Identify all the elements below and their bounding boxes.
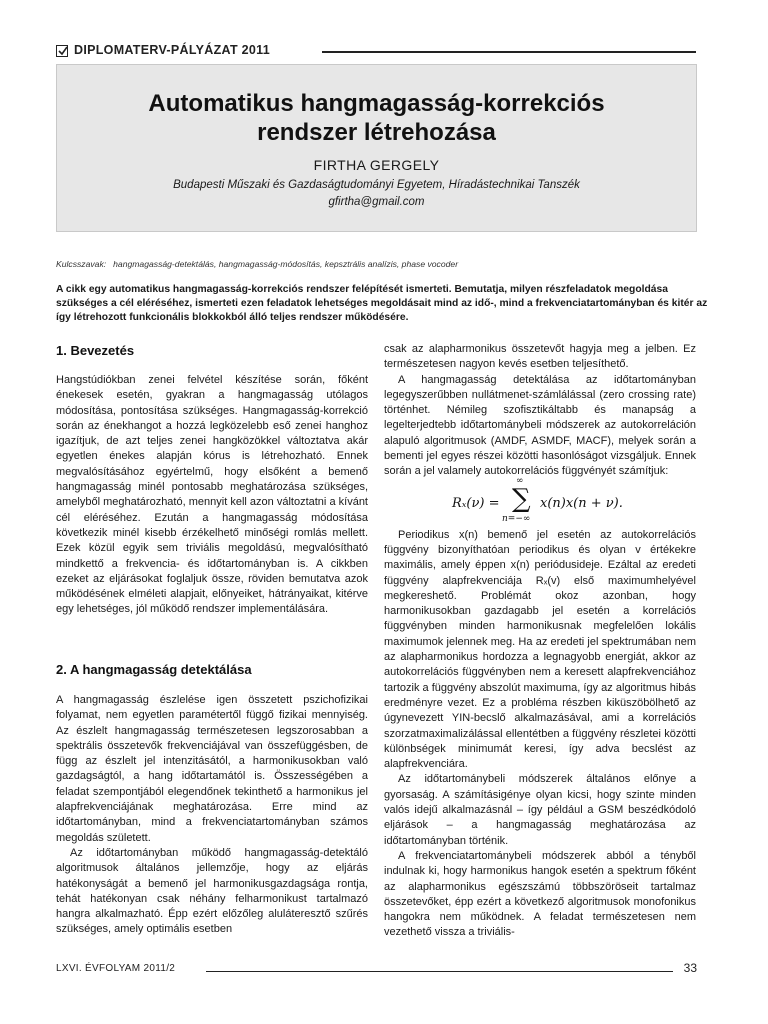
paragraph: Periodikus x(n) bemenő jel esetén az autokorrelációs függvény bizonyíthatóan periodikus és olyan v értékekre maximális, amely éppen x(n) periódusideje. Ezáltal az eredeti függvény alapfrekvenciája Rₓ(v) első maximumhelyével megkereshető. Problémát okoz azonban, hogy harmonikusokban gazdagabb jel esetén a korrelációs függvényben minden harmonikusnak megfelelően lokális maximumok jelennek meg. Ha az eredeti jel spektrumában nem az alapharmonikus hordozza a legnagyobb energiát, akkor az autokorrelációs függvényben nem a keresett alapfrekvenciához tartozik a függvény abszolút maximuma, így az algoritmus hibás eredményre vezet. Ez a probléma részben kiküszöbölhető az úgynevezett YIN-becslő alkalmazásával, ami a korrelációs szorzatmaximalizálással ellentétben a függvény részletei közötti különbségek minimumát keresi, így adva becslést az alapfrekvenciára. bbox=[384, 528, 696, 771]
title-box bbox=[56, 64, 697, 232]
footer-rule bbox=[206, 971, 673, 972]
author-affiliation: Budapesti Műszaki és Gazdaságtudományi Egyetem, Híradástechnikai Tanszék bbox=[173, 179, 580, 191]
formula-lower-limit: n=−∞ bbox=[502, 513, 531, 524]
formula-upper-limit: ∞ bbox=[516, 475, 524, 486]
autocorrelation-formula bbox=[384, 475, 696, 528]
paragraph: A frekvenciatartománybeli módszerek abból a tényből indulnak ki, hogy harmonikus hangok esetén a spektrum főként az alapharmonikus egészszámú többszöröseit tartalmaz összetevőket, épp ezért a következő algoritmusok monofonikus hangokra nem működnek. A feladat természetesen nem vezethető vissza a triviális- bbox=[384, 849, 696, 939]
formula-lhs: Rₓ(ν) = bbox=[452, 495, 500, 511]
article-title bbox=[57, 89, 696, 147]
keywords-text: hangmagasság-detektálás, hangmagasság-módosítás, kepsztrális analízis, phase vocoder bbox=[113, 259, 459, 269]
running-head bbox=[56, 44, 696, 60]
abstract: A cikk egy automatikus hangmagasság-korrekciós rendszer felépítését ismerteti. Bemutatja, milyen részfeladatok megoldása szükséges a cél eléréséhez, ismerteti ezen feladatok lehetséges megoldásait mind az idő-, mind a frekvenciatartományban és kitér az így létrehozott funkcionális blokkokból álló teljes rendszer működésére. bbox=[56, 284, 708, 323]
left-column-intro bbox=[56, 373, 368, 618]
section-heading-pitch-detection: 2. A hangmagasság detektálása bbox=[56, 662, 252, 677]
sigma-icon: ∑ bbox=[512, 483, 531, 514]
running-head-label: DIPLOMATERV-PÁLYÁZAT 2011 bbox=[74, 43, 270, 57]
paragraph: Az időtartományban működő hangmagasság-detektáló algoritmusok általános jellemzője, hogy az eljárás hatékonyságát a bemenő jel harmonikusgazdagsága rontja, tehát hatékonyan csak néhány felharmonikust tartalmazó hangra alkalmazható. Épp ezért előzőleg aluláteresztő szűrés szükséges, amely optimális esetben bbox=[56, 846, 368, 936]
author-name: FIRTHA GERGELY bbox=[313, 157, 440, 173]
formula-rhs: x(n)x(n + ν). bbox=[540, 495, 623, 511]
author-email: gfirtha@gmail.com bbox=[328, 196, 425, 208]
page-footer bbox=[56, 963, 697, 979]
right-column bbox=[384, 342, 696, 941]
paragraph: A hangmagasság észlelése igen összetett pszichofizikai folyamat, nem egyetlen paramétertől függő fizikai mennyiség. Az észlelt hangmagasság természetesen legszorosabban a spektrális összetevők frekvenciájával van összefüggésben, de függ az észlelt jel intenzitásától, a harmonikusokban való gazdagságtól, a hang időtartamától is. Összességében a feladat szempontjából elegendőnek tekinthető a harmonikus jel alapfrekvenciájának meghatározása. Erre mind az időtartományban, mind a frekvenciatartományban számos megoldás született. bbox=[56, 694, 368, 844]
keywords bbox=[56, 259, 706, 269]
journal-volume: LXVI. ÉVFOLYAM 2011/2 bbox=[56, 963, 176, 974]
keywords-label: Kulcsszavak: bbox=[56, 259, 107, 269]
paragraph: csak az alapharmonikus összetevőt hagyja meg a jelben. Ez természetesen nagyon kevés esetben teljesíthető. bbox=[384, 343, 696, 371]
section-heading-introduction: 1. Bevezetés bbox=[56, 343, 135, 358]
checkbox-checked-icon bbox=[56, 45, 68, 57]
title-line-2: rendszer létrehozása bbox=[257, 119, 496, 146]
title-line-1: Automatikus hangmagasság-korrekciós bbox=[148, 90, 605, 117]
left-column-detection bbox=[56, 693, 368, 938]
running-head-rule bbox=[322, 51, 696, 53]
paragraph: Hangstúdiókban zenei felvétel készítése során, főként énekesek esetén, gyakran a hangmagasság utólagos módosítása, pontosítása szükséges. Hangmagasság-korrekció során az énekhangot a hozzá legközelebb eső zenei hanghoz igazítjuk, de azt teljes zenei hangközökkel változtatva akár egyetlen énekes alapján kórus is létrehozható. Ennek megvalósításához egyértelmű, hogy elsőként a bemenő hangmagasság minél pontosabb meghatározása szükséges, amelyből meghatározható, mennyit kell azon változtatni a kívánt cél eléréséhez. Ezután a hangmagasság módosítása következik minél kisebb érzékelhető minőségi romlás mellett. Ezek közül egyik sem triviális megoldású, megvalósítható mindkettő a frekvencia- és időtartományban is. A cikkben ezeket az eljárásokat foglaljuk össze, röviden bemutatva azok működésének elméleti alapjait, előnyeiket, hátrányaikat, kitérve egy lehetséges, jól működő rendszer implementálására. bbox=[56, 374, 368, 616]
paragraph: Az időtartománybeli módszerek általános előnye a gyorsaság. A számításigénye olyan kicsi, hogy szinte minden valós idejű alkalmazásnál – így például a GSM beszédkódoló eljárások – a hangmagasság meghatározása az időtartományban történik. bbox=[384, 773, 696, 847]
page-number: 33 bbox=[683, 961, 697, 975]
paragraph: A hangmagasság detektálása az időtartományban legegyszerűbben nullátmenet-számlálással (zero crossing rate) történhet. Némileg szofisztikáltabb és manapság a legelterjedtebb időtartománybeli módszerek az autokorreláción alapuló algoritmusok (AMDF, ASMDF, MACF), melyek során a bementi jel egyes részei közötti hasonlóságot vizsgáljuk. Ennek során a jel valamely autokorrelációs függvényét számítjuk: bbox=[384, 373, 696, 478]
